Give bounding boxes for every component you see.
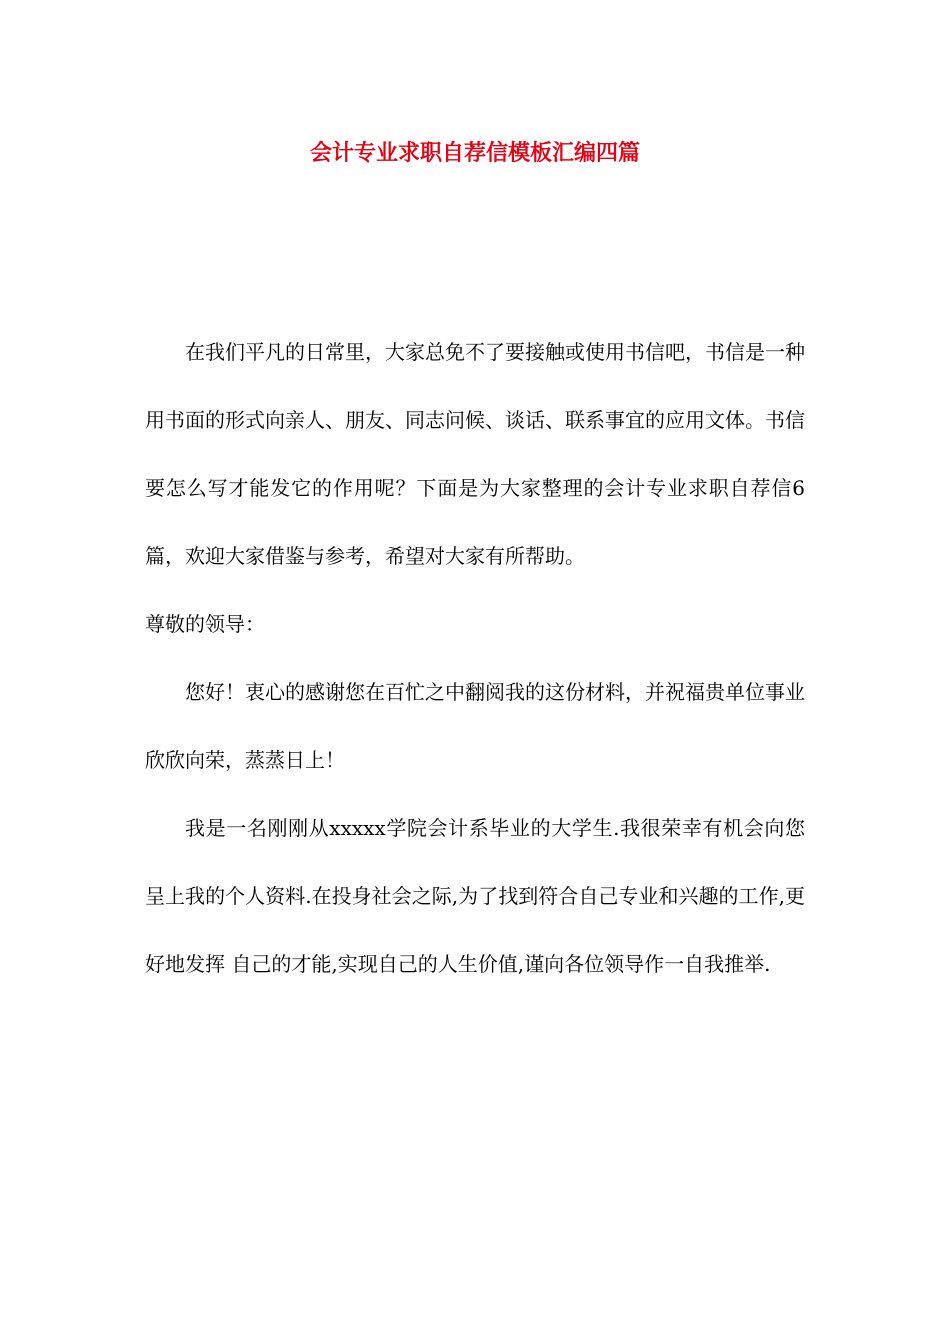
salutation: 尊敬的领导： — [145, 612, 265, 636]
greeting-paragraph: 您好！衷心的感谢您在百忙之中翻阅我的这份材料，并祝福贵单位事业欣欣向荣，蒸蒸日上！ — [145, 680, 805, 772]
document-title: 会计专业求职自荐信模板汇编四篇 — [309, 141, 640, 166]
intro-paragraph: 在我们平凡的日常里，大家总免不了要接触或使用书信吧，书信是一种用书面的形式向亲人、朋友、同志问候、谈话、联系事宜的应用文体。书信要怎么写才能发它的作用呢？下面是为大家整理的会计专业求职自荐信6篇，欢迎大家借鉴与参考，希望对大家有所帮助。 — [145, 340, 805, 568]
self-introduction-paragraph: 我是一名刚刚从xxxxx学院会计系毕业的大学生.我很荣幸有机会向您 呈上我的个人资料.在投身社会之际,为了找到符合自己专业和兴趣的工作,更好地发挥 自己的才能,实现自己的人生价值,谨向各位领导作一自我推举. — [145, 816, 805, 976]
document-body — [145, 318, 805, 998]
